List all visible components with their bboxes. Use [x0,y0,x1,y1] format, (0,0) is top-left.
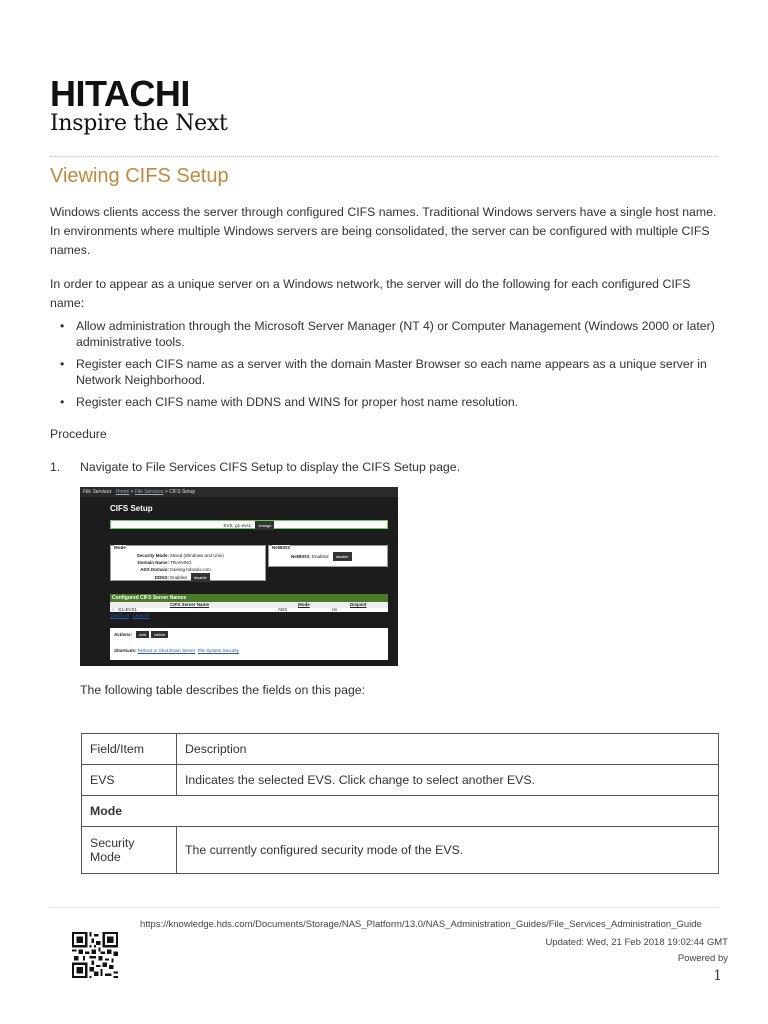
table-section-row [82,796,719,827]
shortcuts-row [114,648,384,653]
row-checkbox[interactable]: ○ [112,607,115,612]
list-item: • Allow administration through the Microsoft Server Manager (NT 4) or Computer Management (Windows 2000 or later) administrative tools. [50,318,720,350]
netbios-group [268,545,388,567]
procedure-step-1 [50,460,460,474]
table-header-row [82,734,719,765]
clear-all-link[interactable]: Clear All [132,613,150,618]
table-caption: The following table describes the fields on this page: [80,683,366,697]
evs-label: EVS: [223,523,234,528]
netbios-disable-button[interactable]: disable [333,552,352,561]
col-mode[interactable]: Mode [298,602,310,607]
fields-table [81,733,719,874]
hitachi-logo [50,73,228,136]
delete-button[interactable]: delete [151,631,168,638]
row-description: The currently configured security mode of the EVS. [177,827,719,874]
header-description: Description [177,734,719,765]
list-item: • Register each CIFS name with DDNS and WINS for proper host name resolution. [50,394,720,410]
cifs-names-panel [110,594,388,612]
section-mode: Mode [82,796,719,827]
ads-domain-row: ADS Domain: training.hdsedu.com [140,567,211,572]
crumb-section: File Services [83,489,112,495]
footer-url[interactable]: https://knowledge.hds.com/Documents/Storage/NAS_Platform/13.0/NAS_Administration_Guides/File_Services_Administration_Guide [140,919,702,930]
col-disjoint[interactable]: Disjoint [350,602,367,607]
row-field: Security Mode [82,827,177,874]
logo-brand: HITACHI [50,73,190,114]
add-button[interactable]: add [136,631,149,638]
domain-name-row: Domain Name: TRAINING [137,560,192,565]
screenshot-breadcrumb: File Services Home > File Services > CIFS Setup [80,487,398,497]
cifs-setup-screenshot [80,487,398,666]
shortcuts-label: Shortcuts: [114,648,137,653]
fs-security-shortcut-link[interactable]: File System Security [197,648,239,653]
page-number: 1 [713,968,722,984]
screenshot-title: CIFS Setup [110,504,153,513]
footer-powered-by: Powered by [677,953,728,964]
table-row [110,608,388,613]
row-disjoint: no [332,607,338,612]
list-item: • Register each CIFS name as a server with the domain Master Browser so each name appears as a unique server in Network Neighborhood. [50,356,720,388]
evs-value: g1-evs1 [235,523,252,528]
cifs-names-header: Configured CIFS Server Names [110,594,388,602]
mode-group-title: Mode [114,545,126,550]
actions-label: Actions: [114,632,132,637]
row-field: EVS [82,765,177,796]
actions-panel [110,628,388,660]
mode-group [110,545,266,581]
row-description: Indicates the selected EVS. Click change to select another EVS. [177,765,719,796]
ddns-row: DDNS: Enabled disable [113,573,263,582]
step-number: 1. [50,460,61,474]
check-all-link[interactable]: Check All [110,613,129,618]
footer-updated: Updated: Wed, 21 Feb 2018 19:02:44 GMT [545,937,728,948]
top-divider [50,156,718,157]
crumb-home-link[interactable]: Home [115,489,130,495]
step-text: Navigate to File Services CIFS Setup to display the CIFS Setup page. [80,460,461,474]
table-row [82,827,719,874]
reboot-shortcut-link[interactable]: Reboot or Shut Down Server [137,648,196,653]
table-row [82,765,719,796]
procedure-label: Procedure [50,427,107,441]
qr-code-icon [72,932,118,978]
check-clear-links: Check All | Clear All [110,613,150,618]
settings-panel [110,542,388,578]
netbios-group-title: NetBIOS [272,545,291,550]
netbios-row: NetBIOS: Enabled disable [271,552,385,561]
row-name: G1-EVS1 [118,607,138,612]
page-title: Viewing CIFS Setup [50,165,229,187]
change-evs-button[interactable]: change [255,521,274,530]
logo-tagline: Inspire the Next [50,111,228,136]
footer-divider [50,907,718,908]
crumb-file-services-link[interactable]: File Services [134,489,164,495]
col-cifs-server-name[interactable]: CIFS Server Name [170,602,210,607]
crumb-current: CIFS Setup [169,489,196,495]
ddns-disable-button[interactable]: disable [191,573,210,582]
bullet-list [50,318,720,416]
intro-paragraph: Windows clients access the server through configured CIFS names. Traditional Windows servers have a single host name. In environments where multiple Windows servers are being consolidated, the server can be configured with multiple CIFS names. [50,205,717,257]
evs-bar [110,520,388,529]
actions-row [114,631,384,638]
header-field: Field/Item [82,734,177,765]
second-paragraph: In order to appear as a unique server on a Windows network, the server will do the following for each configured CIFS name: [50,277,691,310]
row-mode: ADS [278,607,288,612]
security-mode-row: Security Mode: Mixed (Windows and Unix) [136,553,224,558]
